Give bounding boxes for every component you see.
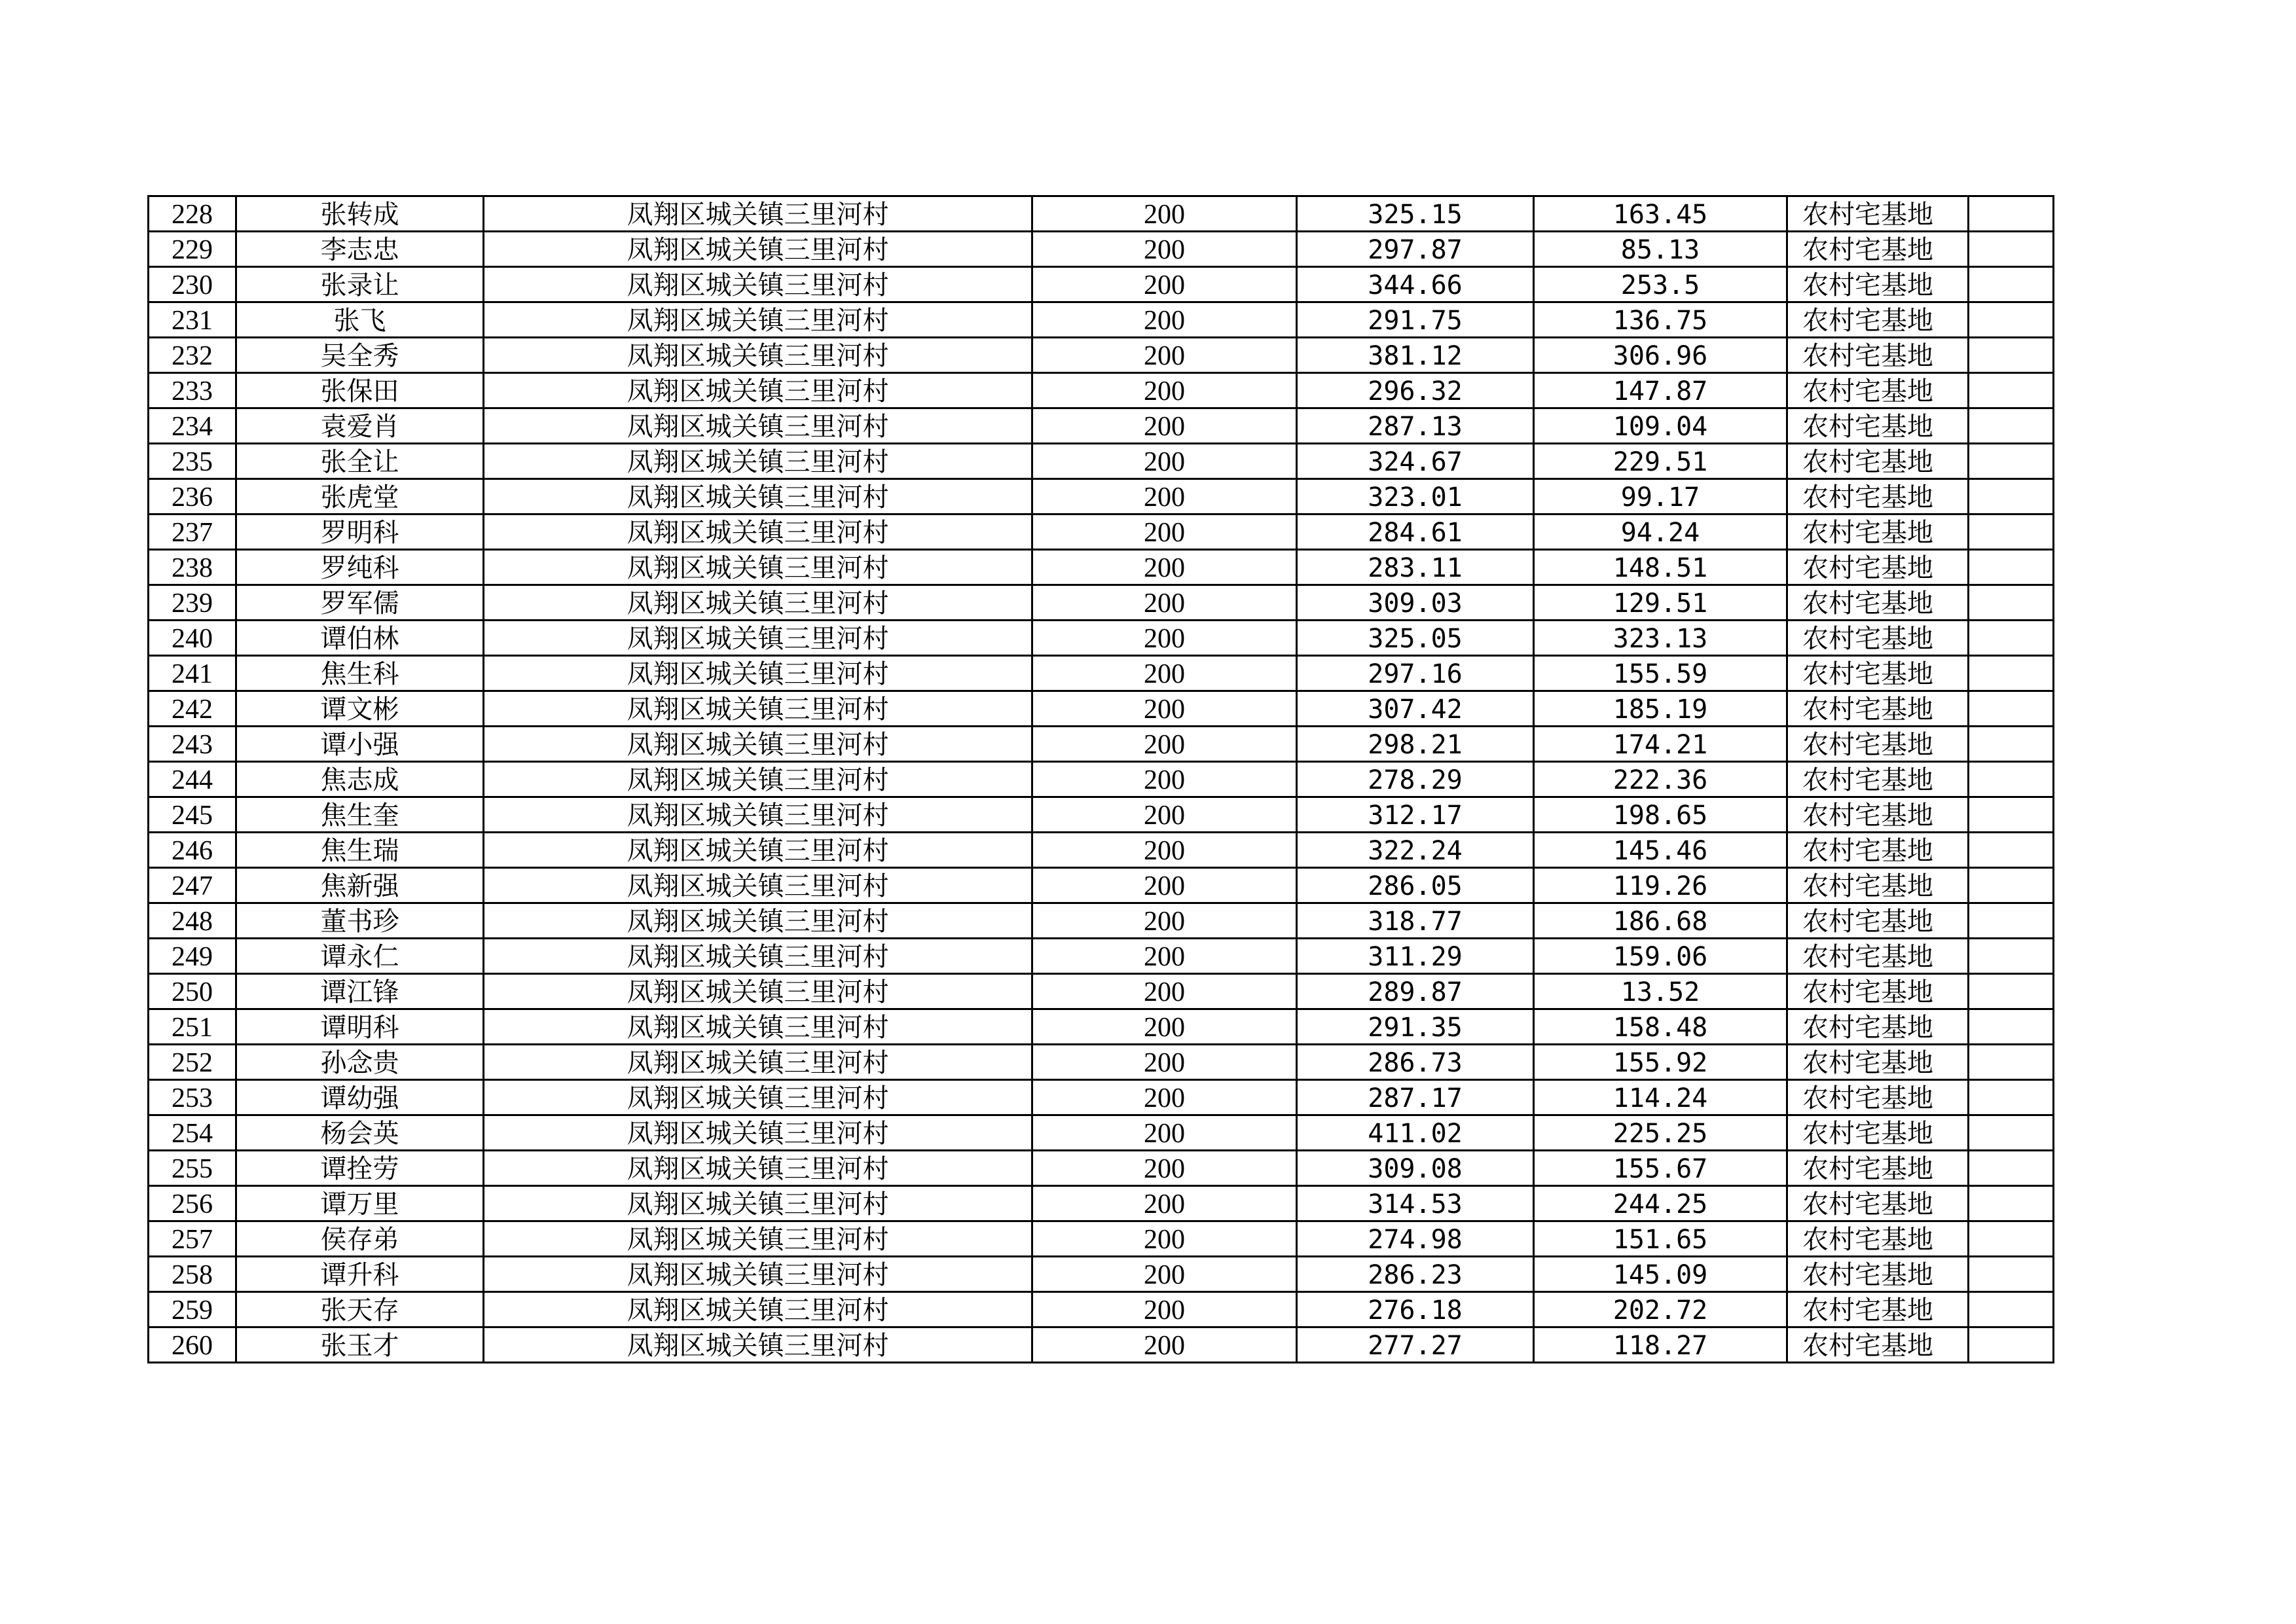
table-row [149, 797, 2054, 833]
value-cell: 145.46 [1534, 833, 1787, 868]
location-cell: 凤翔区城关镇三里河村 [484, 373, 1032, 408]
location-cell: 凤翔区城关镇三里河村 [484, 408, 1032, 444]
land-type-cell: 农村宅基地 [1787, 939, 1969, 974]
area-cell: 291.35 [1297, 1009, 1534, 1045]
name-cell: 罗军儒 [236, 585, 484, 621]
table-row [149, 1327, 2054, 1363]
area-cell: 381.12 [1297, 338, 1534, 373]
name-cell: 谭幼强 [236, 1080, 484, 1115]
area-cell: 283.11 [1297, 550, 1534, 585]
name-cell: 焦生科 [236, 656, 484, 691]
row-number-cell: 236 [149, 479, 236, 514]
land-type-cell: 农村宅基地 [1787, 656, 1969, 691]
area-cell: 344.66 [1297, 267, 1534, 302]
table-row [149, 762, 2054, 797]
table-row [149, 373, 2054, 408]
value-cell: 155.92 [1534, 1045, 1787, 1080]
name-cell: 杨会英 [236, 1115, 484, 1151]
value-cell: 158.48 [1534, 1009, 1787, 1045]
value-cell: 174.21 [1534, 727, 1787, 762]
table-row [149, 621, 2054, 656]
table-row [149, 868, 2054, 903]
land-type-cell: 农村宅基地 [1787, 1115, 1969, 1151]
land-type-cell: 农村宅基地 [1787, 1151, 1969, 1186]
location-cell: 凤翔区城关镇三里河村 [484, 1080, 1032, 1115]
name-cell: 谭伯林 [236, 621, 484, 656]
area-cell: 411.02 [1297, 1115, 1534, 1151]
standard-area-cell: 200 [1032, 621, 1297, 656]
area-cell: 286.05 [1297, 868, 1534, 903]
value-cell: 186.68 [1534, 903, 1787, 939]
area-cell: 307.42 [1297, 691, 1534, 727]
row-number-cell: 260 [149, 1327, 236, 1363]
name-cell: 谭明科 [236, 1009, 484, 1045]
row-number-cell: 228 [149, 196, 236, 232]
table-row [149, 1151, 2054, 1186]
standard-area-cell: 200 [1032, 1009, 1297, 1045]
value-cell: 222.36 [1534, 762, 1787, 797]
location-cell: 凤翔区城关镇三里河村 [484, 1186, 1032, 1221]
land-type-cell: 农村宅基地 [1787, 232, 1969, 267]
land-type-cell: 农村宅基地 [1787, 408, 1969, 444]
remark-cell [1969, 408, 2054, 444]
row-number-cell: 234 [149, 408, 236, 444]
land-type-cell: 农村宅基地 [1787, 196, 1969, 232]
location-cell: 凤翔区城关镇三里河村 [484, 1327, 1032, 1363]
name-cell: 张全让 [236, 444, 484, 479]
standard-area-cell: 200 [1032, 1080, 1297, 1115]
remark-cell [1969, 1080, 2054, 1115]
name-cell: 孙念贵 [236, 1045, 484, 1080]
table-row [149, 1080, 2054, 1115]
value-cell: 148.51 [1534, 550, 1787, 585]
remark-cell [1969, 1257, 2054, 1292]
table-row [149, 444, 2054, 479]
area-cell: 274.98 [1297, 1221, 1534, 1257]
standard-area-cell: 200 [1032, 939, 1297, 974]
standard-area-cell: 200 [1032, 479, 1297, 514]
location-cell: 凤翔区城关镇三里河村 [484, 939, 1032, 974]
remark-cell [1969, 514, 2054, 550]
location-cell: 凤翔区城关镇三里河村 [484, 691, 1032, 727]
location-cell: 凤翔区城关镇三里河村 [484, 974, 1032, 1009]
name-cell: 张转成 [236, 196, 484, 232]
remark-cell [1969, 444, 2054, 479]
table-body [149, 196, 2054, 1363]
standard-area-cell: 200 [1032, 727, 1297, 762]
remark-cell [1969, 267, 2054, 302]
location-cell: 凤翔区城关镇三里河村 [484, 762, 1032, 797]
value-cell: 94.24 [1534, 514, 1787, 550]
land-type-cell: 农村宅基地 [1787, 302, 1969, 338]
name-cell: 张天存 [236, 1292, 484, 1327]
row-number-cell: 242 [149, 691, 236, 727]
value-cell: 129.51 [1534, 585, 1787, 621]
remark-cell [1969, 797, 2054, 833]
land-type-cell: 农村宅基地 [1787, 762, 1969, 797]
standard-area-cell: 200 [1032, 868, 1297, 903]
area-cell: 277.27 [1297, 1327, 1534, 1363]
area-cell: 311.29 [1297, 939, 1534, 974]
area-cell: 309.03 [1297, 585, 1534, 621]
table-row [149, 338, 2054, 373]
area-cell: 324.67 [1297, 444, 1534, 479]
land-type-cell: 农村宅基地 [1787, 585, 1969, 621]
table-row [149, 196, 2054, 232]
land-type-cell: 农村宅基地 [1787, 1292, 1969, 1327]
area-cell: 296.32 [1297, 373, 1534, 408]
land-type-cell: 农村宅基地 [1787, 691, 1969, 727]
standard-area-cell: 200 [1032, 232, 1297, 267]
remark-cell [1969, 903, 2054, 939]
row-number-cell: 256 [149, 1186, 236, 1221]
row-number-cell: 248 [149, 903, 236, 939]
value-cell: 253.5 [1534, 267, 1787, 302]
land-type-cell: 农村宅基地 [1787, 727, 1969, 762]
standard-area-cell: 200 [1032, 1292, 1297, 1327]
value-cell: 99.17 [1534, 479, 1787, 514]
table-row [149, 550, 2054, 585]
land-type-cell: 农村宅基地 [1787, 514, 1969, 550]
row-number-cell: 253 [149, 1080, 236, 1115]
remark-cell [1969, 338, 2054, 373]
area-cell: 298.21 [1297, 727, 1534, 762]
location-cell: 凤翔区城关镇三里河村 [484, 1151, 1032, 1186]
standard-area-cell: 200 [1032, 1186, 1297, 1221]
row-number-cell: 229 [149, 232, 236, 267]
standard-area-cell: 200 [1032, 691, 1297, 727]
row-number-cell: 240 [149, 621, 236, 656]
standard-area-cell: 200 [1032, 974, 1297, 1009]
row-number-cell: 231 [149, 302, 236, 338]
remark-cell [1969, 762, 2054, 797]
standard-area-cell: 200 [1032, 1045, 1297, 1080]
land-type-cell: 农村宅基地 [1787, 1221, 1969, 1257]
standard-area-cell: 200 [1032, 656, 1297, 691]
table-row [149, 1257, 2054, 1292]
name-cell: 侯存弟 [236, 1221, 484, 1257]
table-row [149, 302, 2054, 338]
remark-cell [1969, 868, 2054, 903]
value-cell: 151.65 [1534, 1221, 1787, 1257]
value-cell: 185.19 [1534, 691, 1787, 727]
standard-area-cell: 200 [1032, 585, 1297, 621]
table-row [149, 727, 2054, 762]
area-cell: 284.61 [1297, 514, 1534, 550]
value-cell: 229.51 [1534, 444, 1787, 479]
row-number-cell: 241 [149, 656, 236, 691]
value-cell: 147.87 [1534, 373, 1787, 408]
remark-cell [1969, 232, 2054, 267]
area-cell: 286.23 [1297, 1257, 1534, 1292]
remark-cell [1969, 1115, 2054, 1151]
name-cell: 张飞 [236, 302, 484, 338]
row-number-cell: 255 [149, 1151, 236, 1186]
row-number-cell: 251 [149, 1009, 236, 1045]
area-cell: 289.87 [1297, 974, 1534, 1009]
land-type-cell: 农村宅基地 [1787, 1186, 1969, 1221]
table-row [149, 1186, 2054, 1221]
location-cell: 凤翔区城关镇三里河村 [484, 514, 1032, 550]
standard-area-cell: 200 [1032, 1257, 1297, 1292]
name-cell: 张玉才 [236, 1327, 484, 1363]
remark-cell [1969, 1045, 2054, 1080]
remark-cell [1969, 621, 2054, 656]
land-type-cell: 农村宅基地 [1787, 833, 1969, 868]
table-row [149, 939, 2054, 974]
name-cell: 谭拴劳 [236, 1151, 484, 1186]
land-type-cell: 农村宅基地 [1787, 550, 1969, 585]
land-table [147, 195, 2054, 1363]
area-cell: 323.01 [1297, 479, 1534, 514]
table-row [149, 1221, 2054, 1257]
location-cell: 凤翔区城关镇三里河村 [484, 797, 1032, 833]
table-row [149, 1045, 2054, 1080]
standard-area-cell: 200 [1032, 762, 1297, 797]
name-cell: 吴全秀 [236, 338, 484, 373]
value-cell: 13.52 [1534, 974, 1787, 1009]
row-number-cell: 249 [149, 939, 236, 974]
area-cell: 322.24 [1297, 833, 1534, 868]
value-cell: 145.09 [1534, 1257, 1787, 1292]
value-cell: 118.27 [1534, 1327, 1787, 1363]
row-number-cell: 244 [149, 762, 236, 797]
area-cell: 297.16 [1297, 656, 1534, 691]
remark-cell [1969, 1221, 2054, 1257]
table-row [149, 479, 2054, 514]
value-cell: 198.65 [1534, 797, 1787, 833]
row-number-cell: 250 [149, 974, 236, 1009]
location-cell: 凤翔区城关镇三里河村 [484, 550, 1032, 585]
table-row [149, 974, 2054, 1009]
location-cell: 凤翔区城关镇三里河村 [484, 479, 1032, 514]
land-type-cell: 农村宅基地 [1787, 974, 1969, 1009]
remark-cell [1969, 1292, 2054, 1327]
value-cell: 119.26 [1534, 868, 1787, 903]
name-cell: 焦生奎 [236, 797, 484, 833]
name-cell: 张虎堂 [236, 479, 484, 514]
area-cell: 287.17 [1297, 1080, 1534, 1115]
standard-area-cell: 200 [1032, 1221, 1297, 1257]
name-cell: 罗明科 [236, 514, 484, 550]
name-cell: 袁爱肖 [236, 408, 484, 444]
area-cell: 297.87 [1297, 232, 1534, 267]
land-type-cell: 农村宅基地 [1787, 903, 1969, 939]
standard-area-cell: 200 [1032, 1151, 1297, 1186]
standard-area-cell: 200 [1032, 267, 1297, 302]
table-row [149, 903, 2054, 939]
standard-area-cell: 200 [1032, 444, 1297, 479]
standard-area-cell: 200 [1032, 373, 1297, 408]
name-cell: 张录让 [236, 267, 484, 302]
value-cell: 85.13 [1534, 232, 1787, 267]
remark-cell [1969, 373, 2054, 408]
remark-cell [1969, 479, 2054, 514]
name-cell: 焦志成 [236, 762, 484, 797]
location-cell: 凤翔区城关镇三里河村 [484, 833, 1032, 868]
area-cell: 325.05 [1297, 621, 1534, 656]
name-cell: 谭文彬 [236, 691, 484, 727]
row-number-cell: 233 [149, 373, 236, 408]
table-row [149, 1115, 2054, 1151]
remark-cell [1969, 196, 2054, 232]
land-type-cell: 农村宅基地 [1787, 797, 1969, 833]
name-cell: 张保田 [236, 373, 484, 408]
row-number-cell: 259 [149, 1292, 236, 1327]
area-cell: 309.08 [1297, 1151, 1534, 1186]
remark-cell [1969, 939, 2054, 974]
standard-area-cell: 200 [1032, 196, 1297, 232]
land-type-cell: 农村宅基地 [1787, 267, 1969, 302]
area-cell: 318.77 [1297, 903, 1534, 939]
location-cell: 凤翔区城关镇三里河村 [484, 1045, 1032, 1080]
table-row [149, 691, 2054, 727]
value-cell: 323.13 [1534, 621, 1787, 656]
table-row [149, 267, 2054, 302]
location-cell: 凤翔区城关镇三里河村 [484, 1115, 1032, 1151]
name-cell: 谭江锋 [236, 974, 484, 1009]
location-cell: 凤翔区城关镇三里河村 [484, 338, 1032, 373]
row-number-cell: 245 [149, 797, 236, 833]
standard-area-cell: 200 [1032, 408, 1297, 444]
value-cell: 136.75 [1534, 302, 1787, 338]
land-type-cell: 农村宅基地 [1787, 479, 1969, 514]
row-number-cell: 239 [149, 585, 236, 621]
location-cell: 凤翔区城关镇三里河村 [484, 621, 1032, 656]
standard-area-cell: 200 [1032, 797, 1297, 833]
row-number-cell: 235 [149, 444, 236, 479]
area-cell: 286.73 [1297, 1045, 1534, 1080]
standard-area-cell: 200 [1032, 338, 1297, 373]
remark-cell [1969, 550, 2054, 585]
standard-area-cell: 200 [1032, 833, 1297, 868]
location-cell: 凤翔区城关镇三里河村 [484, 196, 1032, 232]
name-cell: 谭小强 [236, 727, 484, 762]
value-cell: 163.45 [1534, 196, 1787, 232]
table-row [149, 514, 2054, 550]
location-cell: 凤翔区城关镇三里河村 [484, 656, 1032, 691]
land-type-cell: 农村宅基地 [1787, 621, 1969, 656]
area-cell: 325.15 [1297, 196, 1534, 232]
row-number-cell: 258 [149, 1257, 236, 1292]
location-cell: 凤翔区城关镇三里河村 [484, 868, 1032, 903]
land-type-cell: 农村宅基地 [1787, 1327, 1969, 1363]
location-cell: 凤翔区城关镇三里河村 [484, 1009, 1032, 1045]
row-number-cell: 237 [149, 514, 236, 550]
name-cell: 罗纯科 [236, 550, 484, 585]
table-row [149, 408, 2054, 444]
name-cell: 李志忠 [236, 232, 484, 267]
value-cell: 159.06 [1534, 939, 1787, 974]
land-type-cell: 农村宅基地 [1787, 1257, 1969, 1292]
standard-area-cell: 200 [1032, 550, 1297, 585]
location-cell: 凤翔区城关镇三里河村 [484, 585, 1032, 621]
value-cell: 306.96 [1534, 338, 1787, 373]
value-cell: 244.25 [1534, 1186, 1787, 1221]
area-cell: 312.17 [1297, 797, 1534, 833]
land-type-cell: 农村宅基地 [1787, 1009, 1969, 1045]
remark-cell [1969, 302, 2054, 338]
remark-cell [1969, 1327, 2054, 1363]
land-type-cell: 农村宅基地 [1787, 1045, 1969, 1080]
name-cell: 董书珍 [236, 903, 484, 939]
area-cell: 314.53 [1297, 1186, 1534, 1221]
name-cell: 谭升科 [236, 1257, 484, 1292]
remark-cell [1969, 691, 2054, 727]
table-row [149, 1292, 2054, 1327]
row-number-cell: 254 [149, 1115, 236, 1151]
row-number-cell: 252 [149, 1045, 236, 1080]
land-type-cell: 农村宅基地 [1787, 338, 1969, 373]
land-type-cell: 农村宅基地 [1787, 373, 1969, 408]
value-cell: 109.04 [1534, 408, 1787, 444]
name-cell: 焦生瑞 [236, 833, 484, 868]
table-row [149, 833, 2054, 868]
location-cell: 凤翔区城关镇三里河村 [484, 444, 1032, 479]
value-cell: 155.67 [1534, 1151, 1787, 1186]
remark-cell [1969, 974, 2054, 1009]
row-number-cell: 232 [149, 338, 236, 373]
location-cell: 凤翔区城关镇三里河村 [484, 1257, 1032, 1292]
name-cell: 焦新强 [236, 868, 484, 903]
remark-cell [1969, 1009, 2054, 1045]
value-cell: 202.72 [1534, 1292, 1787, 1327]
location-cell: 凤翔区城关镇三里河村 [484, 903, 1032, 939]
land-type-cell: 农村宅基地 [1787, 1080, 1969, 1115]
value-cell: 114.24 [1534, 1080, 1787, 1115]
remark-cell [1969, 1151, 2054, 1186]
location-cell: 凤翔区城关镇三里河村 [484, 232, 1032, 267]
row-number-cell: 257 [149, 1221, 236, 1257]
standard-area-cell: 200 [1032, 302, 1297, 338]
remark-cell [1969, 727, 2054, 762]
row-number-cell: 243 [149, 727, 236, 762]
remark-cell [1969, 833, 2054, 868]
standard-area-cell: 200 [1032, 1115, 1297, 1151]
land-type-cell: 农村宅基地 [1787, 868, 1969, 903]
table-row [149, 232, 2054, 267]
standard-area-cell: 200 [1032, 514, 1297, 550]
land-type-cell: 农村宅基地 [1787, 444, 1969, 479]
row-number-cell: 246 [149, 833, 236, 868]
location-cell: 凤翔区城关镇三里河村 [484, 267, 1032, 302]
standard-area-cell: 200 [1032, 903, 1297, 939]
table-row [149, 1009, 2054, 1045]
name-cell: 谭万里 [236, 1186, 484, 1221]
value-cell: 155.59 [1534, 656, 1787, 691]
location-cell: 凤翔区城关镇三里河村 [484, 302, 1032, 338]
location-cell: 凤翔区城关镇三里河村 [484, 1292, 1032, 1327]
remark-cell [1969, 585, 2054, 621]
row-number-cell: 247 [149, 868, 236, 903]
name-cell: 谭永仁 [236, 939, 484, 974]
row-number-cell: 238 [149, 550, 236, 585]
area-cell: 291.75 [1297, 302, 1534, 338]
standard-area-cell: 200 [1032, 1327, 1297, 1363]
area-cell: 278.29 [1297, 762, 1534, 797]
row-number-cell: 230 [149, 267, 236, 302]
remark-cell [1969, 656, 2054, 691]
remark-cell [1969, 1186, 2054, 1221]
value-cell: 225.25 [1534, 1115, 1787, 1151]
location-cell: 凤翔区城关镇三里河村 [484, 727, 1032, 762]
area-cell: 287.13 [1297, 408, 1534, 444]
table-row [149, 656, 2054, 691]
location-cell: 凤翔区城关镇三里河村 [484, 1221, 1032, 1257]
table-row [149, 585, 2054, 621]
area-cell: 276.18 [1297, 1292, 1534, 1327]
